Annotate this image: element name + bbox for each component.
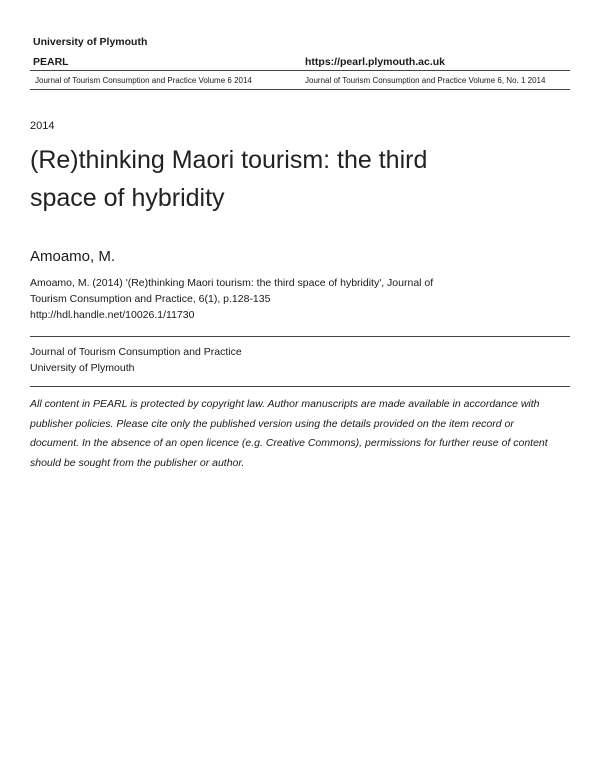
repository-name: PEARL xyxy=(33,56,69,68)
citation-line: Amoamo, M. (2014) '(Re)thinking Maori tourism: the third space of hybridity', Journal of xyxy=(30,277,434,289)
notice-line: All content in PEARL is protected by copyright law. Author manuscripts are made available in accordance with xyxy=(30,398,540,410)
repository-url-link[interactable]: https://pearl.plymouth.ac.uk xyxy=(305,56,446,68)
citation-block xyxy=(30,275,570,323)
notice-line: document. In the absence of an open licence (e.g. Creative Commons), permissions for further reuse of content xyxy=(30,437,548,449)
section-divider xyxy=(30,386,570,387)
source-journal: Journal of Tourism Consumption and Practice xyxy=(30,346,242,358)
page-title xyxy=(30,141,550,217)
source-institution: University of Plymouth xyxy=(30,362,135,374)
copyright-notice xyxy=(30,395,570,473)
publication-year: 2014 xyxy=(30,120,55,132)
notice-line: publisher policies. Please cite only the published version using the details provided on the item record or xyxy=(30,417,514,430)
journal-info-left: Journal of Tourism Consumption and Practice Volume 6 2014 xyxy=(35,76,252,85)
institution-name: University of Plymouth xyxy=(33,36,148,48)
title-line: (Re)thinking Maori tourism: the third xyxy=(30,146,428,174)
notice-line: should be sought from the publisher or author. xyxy=(30,456,245,469)
header-divider xyxy=(30,70,570,71)
header-divider-bottom xyxy=(30,89,570,90)
section-divider xyxy=(30,336,570,337)
journal-info-right: Journal of Tourism Consumption and Practice Volume 6, No. 1 2014 xyxy=(305,76,546,85)
citation-line: Tourism Consumption and Practice, 6(1), p.128-135 xyxy=(30,293,271,305)
author-name: Amoamo, M. xyxy=(30,248,116,265)
handle-link[interactable]: http://hdl.handle.net/10026.1/11730 xyxy=(30,309,195,321)
source-block xyxy=(30,344,570,376)
title-line: space of hybridity xyxy=(30,184,225,212)
